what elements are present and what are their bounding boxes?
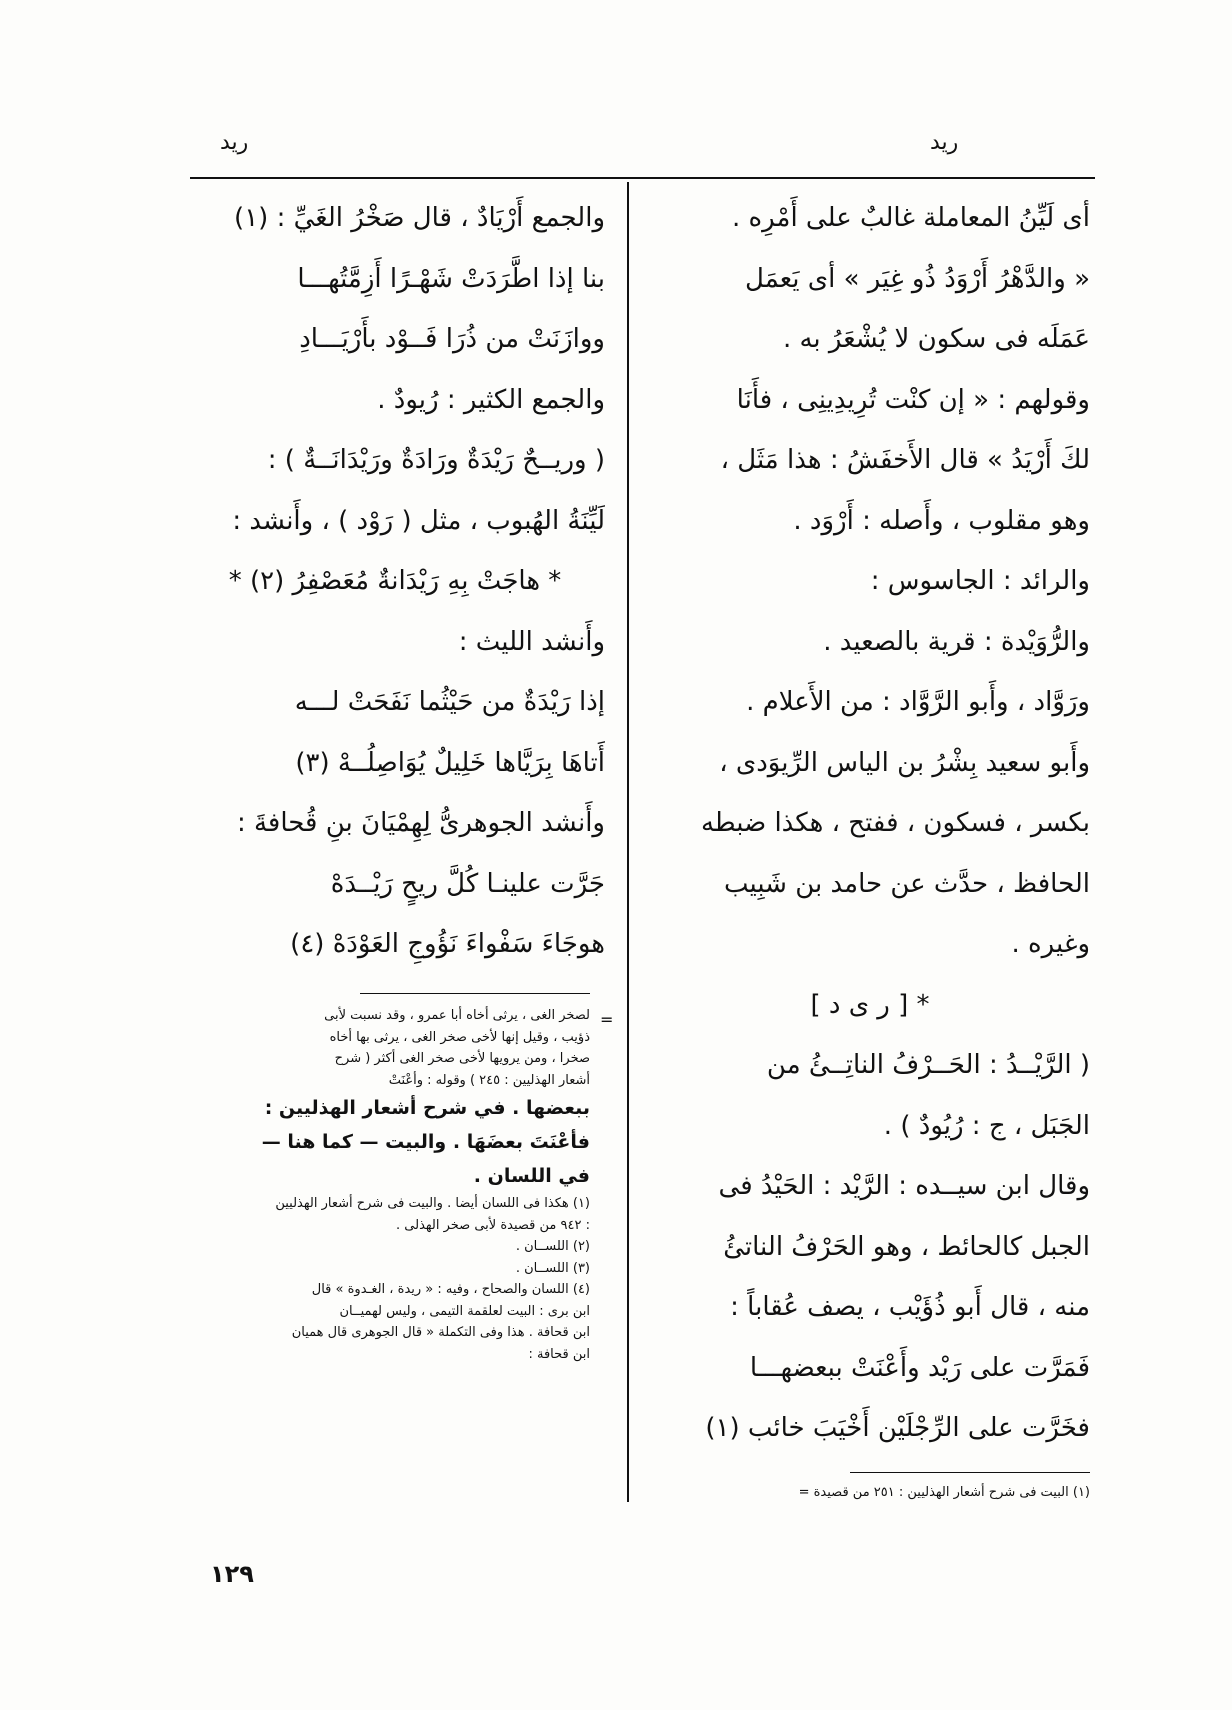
left-line: والجمع الكثير : رُيودٌ . bbox=[377, 384, 605, 415]
right-line: وأَبو سعيد بِشْرُ بن الياس الرِّيوَدى ، bbox=[719, 747, 1090, 778]
verse-line: فخَرَّت على الرِّجْلَيْن أَخْيَبَ خائب (١) bbox=[705, 1413, 1090, 1443]
footnote-line: ذؤيب ، وقيل إنها لأخى صخر الغى ، يرثى بها أخاه bbox=[329, 1029, 590, 1045]
right-line: الجبل كالحائط ، وهو الحَرْفُ الناتئُ bbox=[723, 1231, 1090, 1262]
right-line: ( الرَّيْــدُ : الحَــرْفُ الناتِــئُ من bbox=[766, 1050, 1090, 1080]
footnote-line: ابن برى : البيت لعلقمة التيمى ، وليس لهميــان bbox=[339, 1303, 590, 1319]
right-footnote-rule bbox=[850, 1472, 1090, 1473]
verse-line: بنا إذا اطَّرَدَتْ شَهْـرًا أَزِمَّتُهـــا bbox=[297, 263, 605, 294]
left-footnote-rule bbox=[360, 993, 590, 994]
right-column bbox=[650, 188, 1090, 1459]
right-line: الحافظ ، حدَّث عن حامد بن شَبِيب bbox=[723, 868, 1090, 899]
page-number: ١٢٩ bbox=[210, 1560, 254, 1588]
running-head-left: ريد bbox=[220, 130, 249, 155]
left-footnotes bbox=[170, 1005, 590, 1365]
running-head-right: ريد bbox=[930, 130, 959, 155]
footnote-line: ابن قحافة : bbox=[528, 1346, 590, 1362]
footnote-line: (٢) اللســان . bbox=[515, 1239, 590, 1254]
left-line: وأَنشد الجوهرىُّ لِهِمْيَانَ بنِ قُحافةَ : bbox=[236, 808, 605, 838]
footnote-line: في اللسان . bbox=[473, 1165, 590, 1187]
header-rule bbox=[190, 177, 1095, 179]
right-line: أى لَيِّنُ المعاملة غالبٌ على أَمْرِه . bbox=[732, 203, 1090, 233]
footnote-line: فأعْنَتَ بعضَهَا . والبيت — كما هنا — bbox=[261, 1131, 590, 1153]
verse-line: فَمَرَّت على رَيْد وأَعْنَتْ ببعضهـــا bbox=[749, 1352, 1090, 1383]
right-line: الجَبَل ، ج : رُيُودٌ ) . bbox=[883, 1110, 1090, 1141]
footnote-line: لصخر الغى ، يرثى أخاه أبا عمرو ، وقد نسبت لأبى bbox=[324, 1008, 590, 1023]
right-line: عَمَلَه فى سكون لا يُشْعَرُ به . bbox=[782, 324, 1090, 354]
footnote-line: (١) هكذا فى اللسان أيضا . والبيت فى شرح أشعار الهذليين bbox=[275, 1196, 590, 1211]
verse-line: أَتاهَا بِرَيَّاها خَلِيلٌ يُوَاصِلُــهْ (٣) bbox=[295, 747, 605, 778]
right-line: وقولهم : « إن كنْت تُرِيدِينِى ، فأَنَا bbox=[736, 384, 1090, 415]
footnote-line: صخرا ، ومن يرويها لأخى صخر الغى أكثر ( شرح bbox=[334, 1051, 590, 1066]
right-line: وهو مقلوب ، وأَصله : أَرْوَد . bbox=[793, 505, 1090, 536]
left-line: والجمع أَرْيَادٌ ، قال صَخْرُ الغَيِّ : (١) bbox=[234, 203, 605, 233]
right-line: بكسر ، فسكون ، ففتح ، هكذا ضبطه bbox=[700, 808, 1090, 838]
footnote-line: (٣) اللســان . bbox=[515, 1260, 590, 1276]
left-line: وأَنشد الليث : bbox=[458, 626, 605, 657]
right-line: وقال ابن سيــده : الرَّيْد : الحَيْدُ فى bbox=[718, 1171, 1090, 1201]
verse-line: جَرَّت علينـا كُلَّ ريحٍ رَيْــدَهْ bbox=[330, 868, 605, 899]
left-line: ( وريــحٌ رَيْدَةٌ ورَادَةٌ ورَيْدَانَــةٌ ) : bbox=[267, 445, 605, 475]
footnote-line: ابن قحافة . هذا وفى التكملة « قال الجوهرى قال هميان bbox=[291, 1325, 590, 1340]
footnote-line: أشعار الهذليين : ٢٤٥ ) وقوله : وأعْنَتْ bbox=[388, 1072, 590, 1088]
verse-line: * هاجَتْ بِهِ رَيْدَانةٌ مُعَصْفِرُ (٢) * bbox=[228, 566, 562, 596]
right-line: وغيره . bbox=[1011, 929, 1090, 959]
left-column bbox=[185, 188, 605, 975]
verse-line: ووازَنَتْ من ذُرَا فَــوْد بأَرْيَـــادِ bbox=[299, 324, 605, 354]
footnote-line: (٤) اللسان والصحاح ، وفيه : « ريدة ، الغـدوة » قال bbox=[311, 1282, 590, 1297]
left-line: لَيِّنَةُ الهُبوب ، مثل ( رَوْد ) ، وأَنشد : bbox=[232, 505, 605, 536]
right-line: والرُّوَيْدة : قرية بالصعيد . bbox=[823, 626, 1090, 657]
right-line: والرائد : الجاسوس : bbox=[870, 566, 1090, 596]
right-line: منه ، قال أَبو ذُؤَيْب ، يصف عُقاباً : bbox=[730, 1292, 1090, 1322]
verse-line: هوجَاءَ سَفْواءَ نَؤُوجِ العَوْدَهْ (٤) bbox=[290, 929, 605, 959]
right-line: لكَ أَرْيَدُ » قال الأَخفَشُ : هذا مَثَل ، bbox=[720, 445, 1090, 475]
right-footnote: (١) البيت فى شرح أشعار الهذليين : ٢٥١ من قصيدة = bbox=[798, 1485, 1090, 1500]
footnote-line: : ٩٤٢ من قصيدة لأبى صخر الهذلى . bbox=[396, 1217, 590, 1233]
footnote-line: ببعضها . في شرح أشعار الهذليين : bbox=[264, 1097, 590, 1119]
right-line: ورَوَّاد ، وأَبو الرَّوَّاد : من الأَعلام . bbox=[746, 687, 1090, 717]
footnote-continue-mark: = bbox=[600, 1010, 614, 1029]
column-divider bbox=[627, 182, 629, 1502]
right-line: « والدَّهْرُ أَرْوَدُ ذُو غِيَر » أى يَعمَل bbox=[745, 263, 1090, 294]
verse-line: إذا رَيْدَةٌ من حَيْثُما نَفَحَتْ لـــه bbox=[294, 687, 605, 717]
entry-heading: * [ ر ى د ] bbox=[810, 989, 930, 1020]
